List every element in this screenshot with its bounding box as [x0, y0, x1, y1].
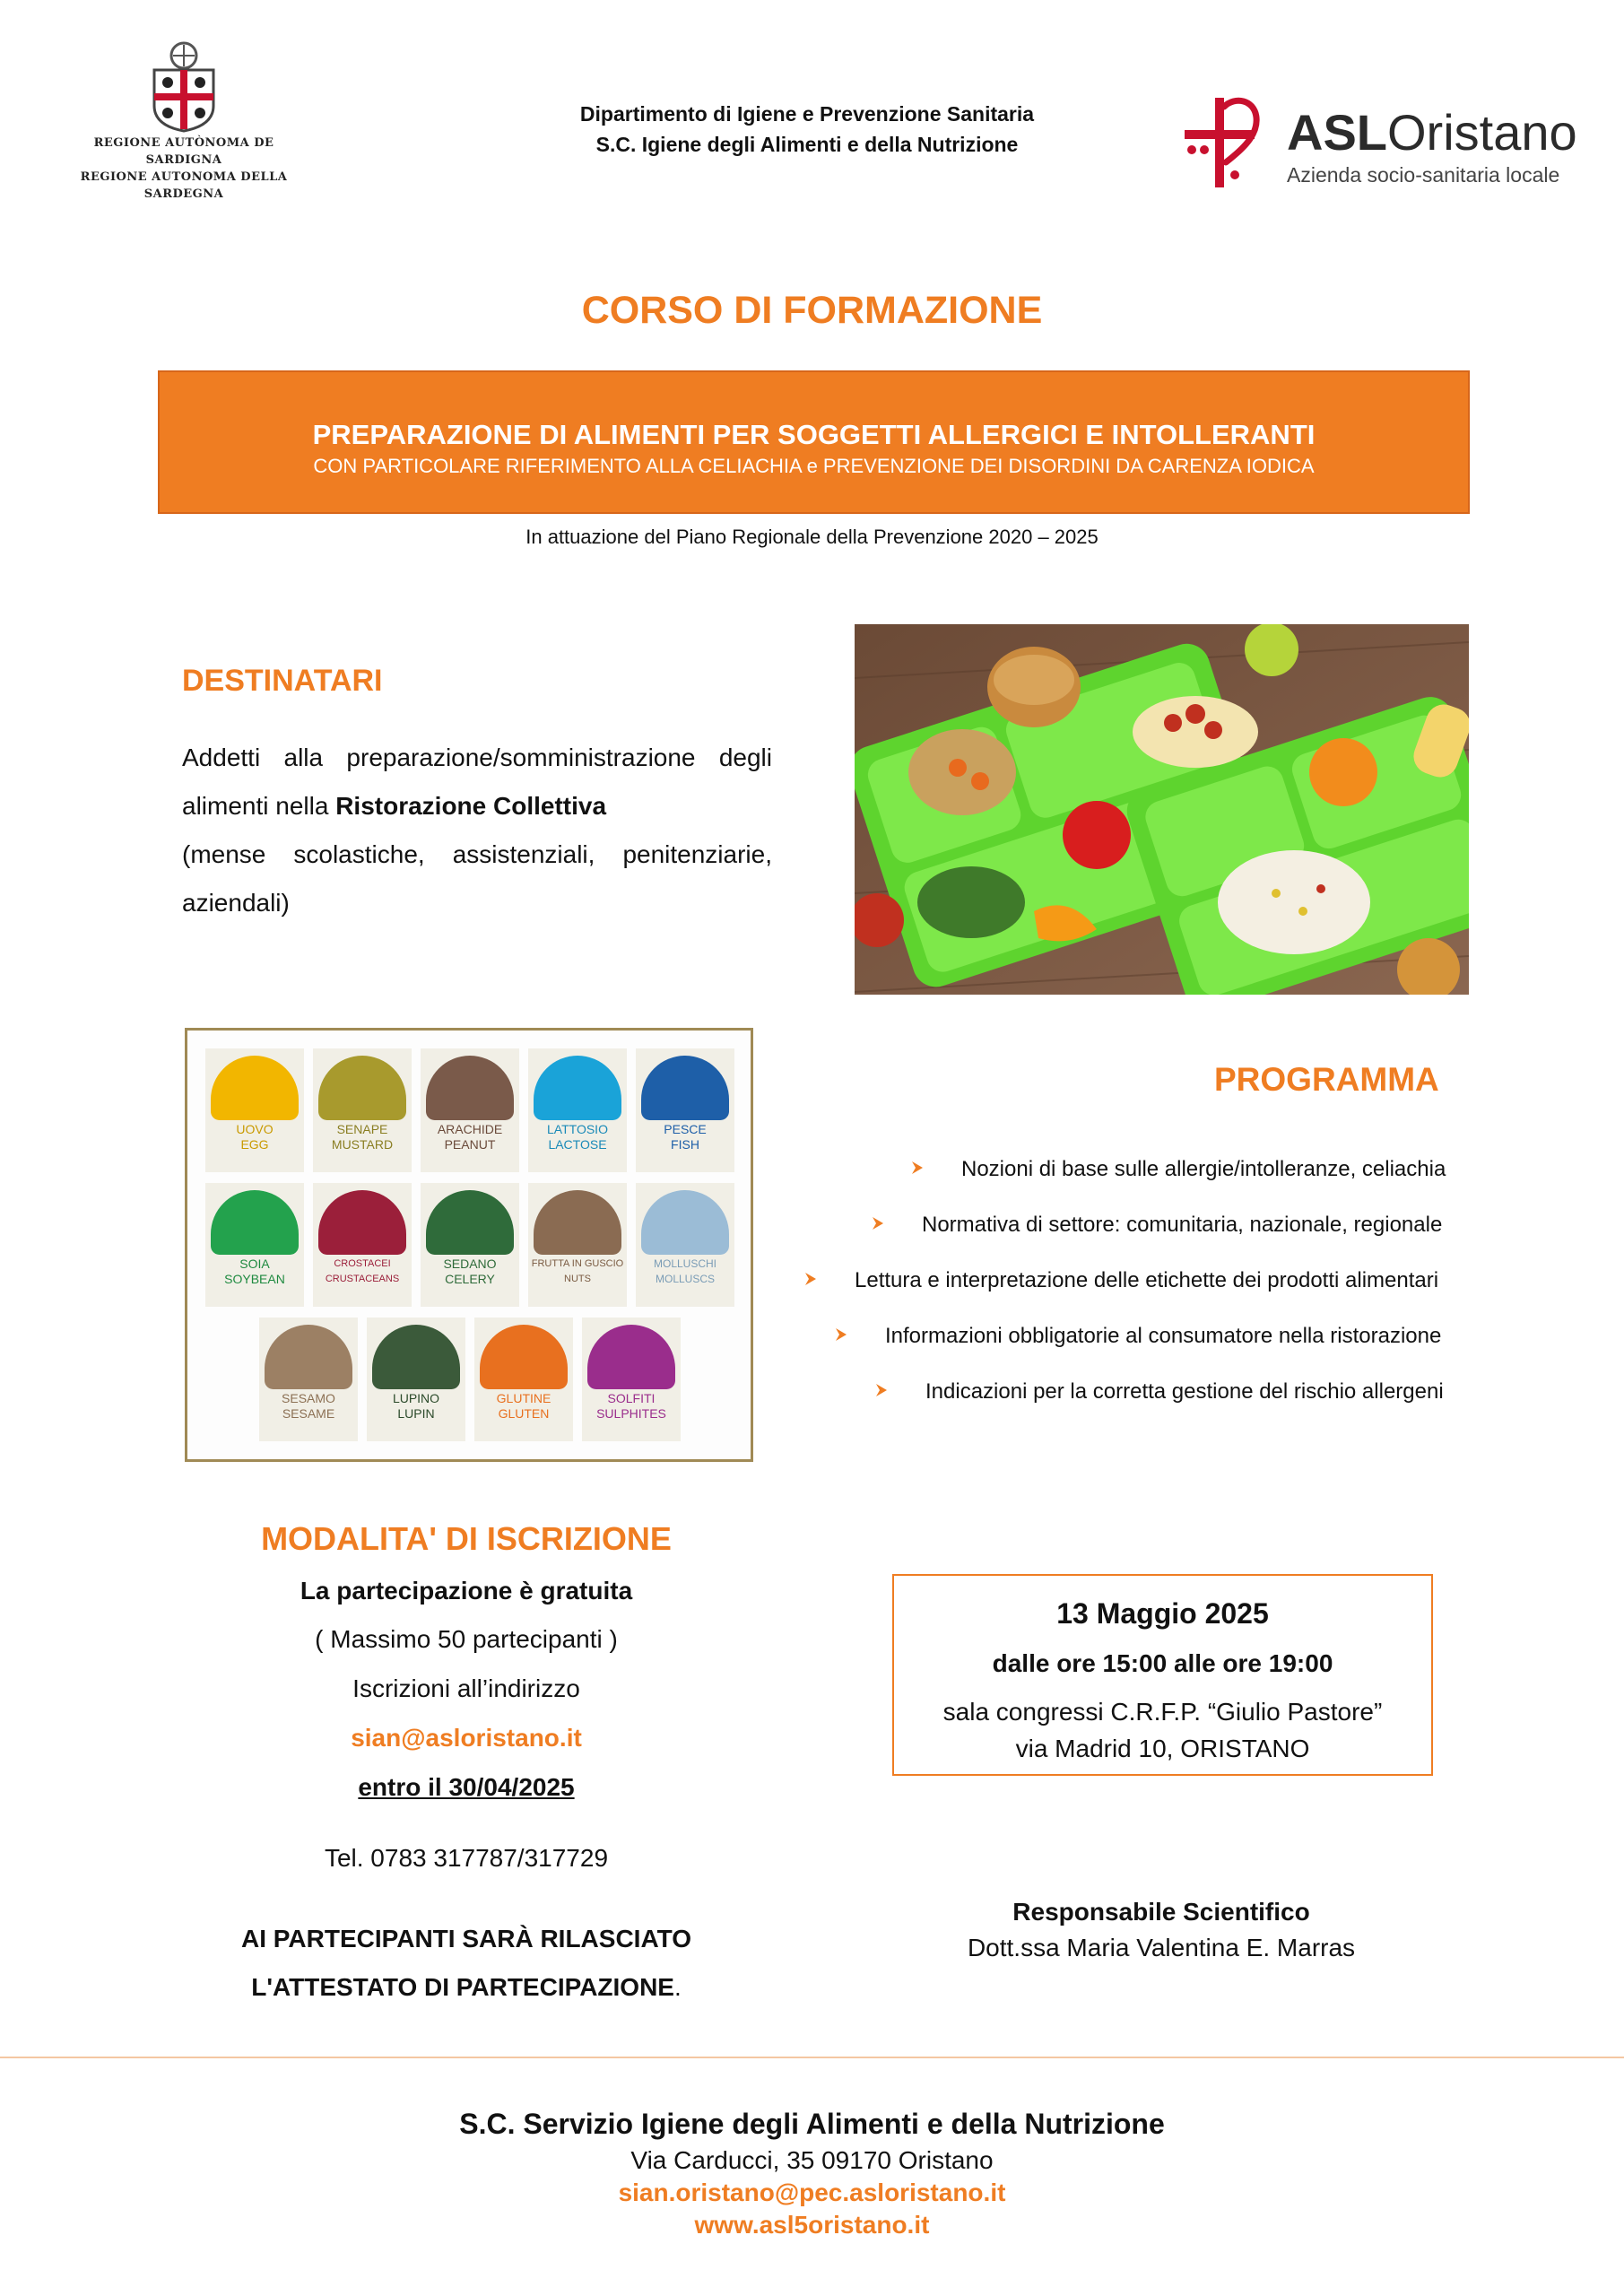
egg-icon: [211, 1056, 299, 1120]
programma-item: [801, 1268, 1438, 1293]
allergen-tile-sulphites: [582, 1318, 681, 1441]
programma-item-text: Normativa di settore: comunitaria, nazionale, regionale: [922, 1213, 1443, 1237]
celery-icon: [426, 1190, 514, 1255]
allergen-name: SOLFITI: [607, 1391, 656, 1405]
programma-item: [872, 1379, 1444, 1405]
event-details-box: [892, 1574, 1433, 1776]
nut-icon: [534, 1190, 621, 1255]
programma-item: [908, 1157, 1446, 1182]
allergen-name: CROSTACEI: [334, 1258, 391, 1269]
allergen-label: [421, 1257, 519, 1287]
arrow-bullet-icon: [872, 1379, 893, 1401]
event-venue: sala congressi C.R.F.P. “Giulio Pastore”: [942, 1698, 1383, 1726]
lunch-trays-illustration: [855, 624, 1469, 995]
max-participants: ( Massimo 50 partecipanti ): [315, 1625, 618, 1653]
crab-icon: [318, 1190, 406, 1255]
allergen-name: SEDANO: [443, 1257, 497, 1271]
programma-item: [868, 1213, 1442, 1238]
soy-icon: [211, 1190, 299, 1255]
certificate-line-2: [179, 1973, 753, 2002]
programma-item-text: Informazioni obbligatorie al consumatore nella ristorazione: [885, 1324, 1442, 1348]
event-time: dalle ore 15:00 alle ore 19:00: [992, 1649, 1333, 1677]
allergen-label: [636, 1257, 734, 1287]
arrow-bullet-icon: [908, 1157, 929, 1178]
asl-name: [1287, 103, 1577, 161]
flask-icon: [587, 1325, 675, 1389]
allergen-name-en: EGG: [240, 1137, 269, 1152]
regional-plan-note: In attuazione del Piano Regionale della Prevenzione 2020 – 2025: [525, 526, 1099, 548]
responsabile-name: Dott.ssa Maria Valentina E. Marras: [967, 1934, 1356, 1961]
allergen-tile-crustaceans: [313, 1183, 412, 1307]
department-line-2: S.C. Igiene degli Alimenti e della Nutrizione: [595, 133, 1019, 156]
peanut-icon: [426, 1056, 514, 1120]
allergen-tile-gluten: [474, 1318, 573, 1441]
allergen-tile-mustard: [313, 1048, 412, 1172]
allergen-name-en: MOLLUSCS: [655, 1273, 716, 1285]
allergen-label: [313, 1257, 412, 1287]
asl-heart-cross-icon: [1179, 94, 1269, 193]
school-lunch-trays-photo: [855, 624, 1469, 995]
participation-free: La partecipazione è gratuita: [300, 1577, 633, 1605]
shell-icon: [641, 1190, 729, 1255]
asl-oristano-logo: [1179, 94, 1592, 193]
course-title: PREPARAZIONE DI ALIMENTI PER SOGGETTI ALLERGICI E INTOLLERANTI: [312, 419, 1316, 450]
allergen-tile-soy: [205, 1183, 304, 1307]
allergen-name: ARACHIDE: [437, 1122, 503, 1136]
asl-name-bold: ASL: [1287, 104, 1387, 161]
allergen-tile-lupin: [367, 1318, 465, 1441]
registration-deadline: entro il 30/04/2025: [358, 1773, 575, 1801]
allergen-name-en: SESAME: [282, 1406, 335, 1421]
allergen-tile-lactose: [528, 1048, 627, 1172]
destinatari-body: [182, 734, 772, 927]
allergens-panel: [185, 1028, 753, 1462]
allergen-name-en: PEANUT: [444, 1137, 496, 1152]
arrow-bullet-icon: [831, 1324, 853, 1345]
fish-icon: [641, 1056, 729, 1120]
wheat-icon: [480, 1325, 568, 1389]
allergen-tile-egg: [205, 1048, 304, 1172]
allergen-label: [313, 1122, 412, 1152]
allergen-tile-peanut: [421, 1048, 519, 1172]
allergen-label: [259, 1391, 358, 1422]
allergen-label: [421, 1122, 519, 1152]
department-heading: [502, 99, 1112, 160]
allergen-name: LATTOSIO: [547, 1122, 608, 1136]
allergen-label: [205, 1122, 304, 1152]
sardinia-coat-of-arms-icon: [135, 36, 233, 135]
asl-name-light: Oristano: [1387, 104, 1577, 161]
destinatari-line-2: [182, 782, 772, 831]
destinatari-line-2-text: alimenti nella: [182, 792, 336, 820]
allergen-label: [528, 1257, 627, 1287]
course-heading: CORSO DI FORMAZIONE: [581, 289, 1043, 332]
programma-item-text: Indicazioni per la corretta gestione del rischio allergeni: [925, 1379, 1444, 1404]
allergen-label: [367, 1391, 465, 1422]
ristorazione-collettiva: Ristorazione Collettiva: [335, 792, 607, 820]
certificate-dot: .: [673, 1973, 682, 2001]
allergen-name: FRUTTA IN GUSCIO: [531, 1258, 624, 1269]
allergen-name: MOLLUSCHI: [653, 1257, 716, 1270]
telephone: Tel. 0783 317787/317729: [324, 1844, 609, 1872]
milk-icon: [534, 1056, 621, 1120]
allergen-label: [582, 1391, 681, 1422]
allergen-name-en: CELERY: [445, 1272, 495, 1286]
responsabile-title: Responsabile Scientifico: [1012, 1898, 1310, 1926]
allergen-tile-fish: [636, 1048, 734, 1172]
destinatari-line-3: (mense scolastiche, assistenziali, penitenziarie,: [182, 840, 772, 868]
region-sardegna-logo: [54, 36, 314, 201]
iscrizione-title: MODALITA' DI ISCRIZIONE: [261, 1520, 672, 1557]
sesame-icon: [265, 1325, 352, 1389]
allergen-tile-celery: [421, 1183, 519, 1307]
allergen-tile-nuts: [528, 1183, 627, 1307]
asl-subtitle: Azienda socio-sanitaria locale: [1287, 163, 1560, 187]
destinatari-title: DESTINATARI: [182, 664, 383, 698]
programma-item: [831, 1324, 1441, 1349]
allergen-name-en: SOYBEAN: [224, 1272, 285, 1286]
allergen-name-en: LACTOSE: [548, 1137, 607, 1152]
allergen-name: LUPINO: [392, 1391, 440, 1405]
footer-pec-link[interactable]: sian.oristano@pec.asloristano.it: [618, 2179, 1006, 2206]
destinatari-line-4: aziendali): [182, 889, 290, 917]
arrow-bullet-icon: [801, 1268, 822, 1290]
allergen-tile-molluscs: [636, 1183, 734, 1307]
event-date: 13 Maggio 2025: [1056, 1597, 1269, 1630]
certificate-line-2-text: L'ATTESTATO DI PARTECIPAZIONE: [251, 1973, 674, 2001]
allergen-name-en: MUSTARD: [331, 1137, 394, 1152]
allergen-label: [528, 1122, 627, 1152]
course-title-banner: [158, 370, 1470, 514]
course-subtitle: CON PARTICOLARE RIFERIMENTO ALLA CELIACHIA e PREVENZIONE DEI DISORDINI DA CARENZA IODICA: [313, 455, 1315, 477]
footer-service: S.C. Servizio Igiene degli Alimenti e della Nutrizione: [459, 2108, 1165, 2140]
allergen-label: [205, 1257, 304, 1287]
allergen-name: GLUTINE: [496, 1391, 551, 1405]
department-line-1: Dipartimento di Igiene e Prevenzione Sanitaria: [579, 102, 1035, 126]
allergen-label: [636, 1122, 734, 1152]
footer-website-link[interactable]: www.asl5oristano.it: [694, 2211, 930, 2239]
lupin-icon: [372, 1325, 460, 1389]
allergen-name-en: FISH: [671, 1137, 699, 1152]
programma-item-text: Nozioni di base sulle allergie/intolleranze, celiachia: [961, 1157, 1446, 1181]
programma-item-text: Lettura e interpretazione delle etichette dei prodotti alimentari: [855, 1268, 1439, 1292]
allergen-name-en: LUPIN: [397, 1406, 435, 1421]
arrow-bullet-icon: [868, 1213, 890, 1234]
registration-email-link[interactable]: sian@asloristano.it: [351, 1724, 582, 1752]
mustard-icon: [318, 1056, 406, 1120]
allergen-name: PESCE: [664, 1122, 707, 1136]
allergen-name-en: GLUTEN: [498, 1406, 550, 1421]
event-address: via Madrid 10, ORISTANO: [1015, 1735, 1310, 1762]
destinatari-line-1: Addetti alla preparazione/somministrazione degli: [182, 744, 772, 771]
allergen-name: UOVO: [236, 1122, 274, 1136]
allergen-label: [474, 1391, 573, 1422]
region-name-italian: REGIONE AUTONOMA DELLA SARDEGNA: [80, 170, 288, 201]
allergen-name-en: CRUSTACEANS: [325, 1274, 400, 1284]
allergen-name-en: NUTS: [564, 1274, 591, 1284]
footer-address: Via Carducci, 35 09170 Oristano: [630, 2146, 994, 2174]
allergen-name-en: SULPHITES: [596, 1406, 666, 1421]
registration-address-label: Iscrizioni all’indirizzo: [352, 1674, 580, 1702]
allergen-tile-sesame: [259, 1318, 358, 1441]
programma-title: PROGRAMMA: [1214, 1061, 1439, 1098]
allergen-name: SESAMO: [282, 1391, 335, 1405]
allergen-name: SOIA: [239, 1257, 270, 1271]
footer-divider: [0, 2057, 1624, 2058]
region-name-sardinian: REGIONE AUTÒNOMA DE SARDIGNA: [93, 136, 274, 167]
allergen-name: SENAPE: [336, 1122, 388, 1136]
certificate-line-1: AI PARTECIPANTI SARÀ RILASCIATO: [241, 1925, 691, 1952]
